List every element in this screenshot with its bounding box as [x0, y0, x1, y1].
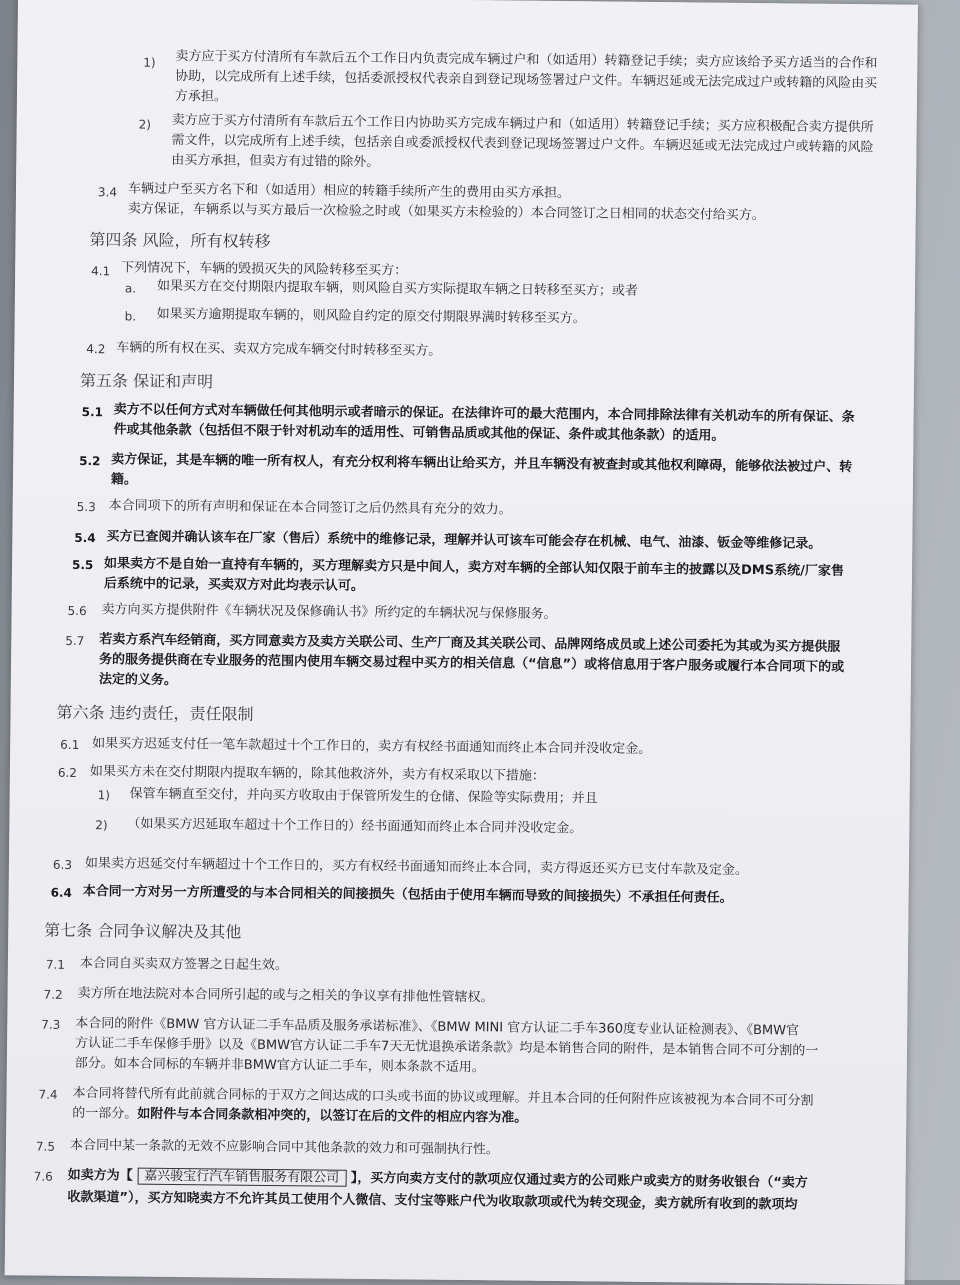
text-line: 卖方应于买方付清所有车款后五个工作日内负责完成车辆过户和（如适用）转籍登记手续；卖方应该给予买方适当的合作和: [175, 48, 878, 72]
clause-number: 5.3: [76, 499, 96, 515]
clause-number: 7.6: [33, 1169, 53, 1184]
text-line: 需文件，以完成所有上述手续，包括亲自或委派授权代表到登记现场签署过户文件。车辆迟延或无法完成过户或转籍的风险: [171, 132, 874, 156]
section-heading: 第七条 合同争议解决及其他: [44, 920, 242, 942]
text-line: 买方已查阅并确认该车在厂家（售后）系统中的维修记录，理解并认可该车可能会存在机械、电气、油漆、钣金等维修记录。: [106, 529, 822, 552]
item-number: 1): [143, 55, 156, 70]
clause-number: 6.3: [52, 857, 73, 872]
clause-number: 7.4: [38, 1087, 58, 1102]
text-line: 如果买方迟延支付任一笔车款超过十个工作日的，卖方有权经书面通知而终止本合同并没收定金。: [92, 736, 652, 757]
text-line: 下列情况下，车辆的毁损灭失的风险转移至买方：: [121, 260, 408, 279]
text-line: 本合同一方对另一方所遭受的与本合同相关的间接损失（包括由于使用车辆而导致的间接损失）不承担任何责任。: [82, 884, 733, 906]
text-line: 卖方所在地法院对本合同所引起的或与之相关的争议享有排他性管辖权。: [77, 985, 494, 1006]
text-line: 本合同中某一条款的无效不应影响合同中其他条款的效力和可强制执行性。: [69, 1137, 500, 1158]
item-number: 2): [138, 117, 152, 132]
text-line: 卖方保证，其是车辆的唯一所有权人，有充分权利将车辆出让给买方，并且车辆没有被查封或其他权利障碍，能够依法被过户、转: [111, 452, 853, 476]
clause-number: 7.5: [35, 1139, 56, 1154]
clause-number: 6.2: [57, 765, 78, 780]
text-line: （如果买方迟延取车超过十个工作日的）经书面通知而终止本合同并没收定金。: [127, 816, 583, 837]
clause-number: 7.2: [43, 987, 63, 1002]
text-fragment: 的一部分。: [72, 1105, 138, 1122]
text-line: 法定的义务。: [98, 672, 177, 688]
text-line: 籍。: [110, 472, 138, 488]
text-line: 方认证二手车保修手册》以及《BMW官方认证二手车7天无忧退换承诺条款》均是本销售合同的附件，是本销售合同不可分割的一: [74, 1035, 819, 1059]
text-line: [72, 1104, 527, 1129]
item-number: 2): [95, 818, 108, 833]
clause-number: 7.3: [41, 1017, 61, 1032]
clause-number: 5.2: [79, 453, 101, 469]
text-line: 协助，以完成所有上述手续，包括委派授权代表亲自到登记现场签署过户文件。车辆迟延或无法完成过户或转籍的风险由买: [175, 68, 878, 92]
text-line: 车辆的所有权在买、卖双方完成车辆交付时转移至买方。: [116, 340, 442, 359]
text-line: 本合同将替代所有此前就合同标的于双方之间达成的口头或书面的协议或理解。并且本合同的任何附件应该被视为本合同不可分割: [72, 1085, 814, 1109]
clause-number: 4.1: [91, 264, 111, 279]
text-line: 卖方保证，车辆系以与买方最后一次检验之时或（如果买方未检验的）本合同签订之日相同的状态交付给买方。: [127, 201, 765, 224]
clause-number: 7.1: [45, 957, 66, 972]
text-line: 卖方向买方提供附件《车辆状况及保修确认书》所约定的车辆状况与保修服务。: [101, 602, 557, 622]
clause-number: 5.7: [65, 633, 85, 649]
item-number: 1): [97, 788, 111, 803]
text-line: 方承担。: [174, 88, 228, 105]
text-line: 卖方应于买方付清所有车款后五个工作日内协助买方完成车辆过户和（如适用）转籍登记手续；买方应积极配合卖方提供所: [171, 112, 874, 136]
text-line: 务的服务提供商在专业服务的范围内使用车辆交易过程中买方的相关信息（“信息”）或将信息用于客户服务或履行本合同项下的或: [98, 652, 845, 675]
text-line: 本合同自买卖双方签署之日起生效。: [79, 955, 288, 974]
clause-number: 6.4: [50, 885, 72, 900]
section-heading: 第四条 风险，所有权转移: [89, 230, 271, 251]
text-line: 卖方不以任何方式对车辆做任何其他明示或者暗示的保证。在法律许可的最大范围内，本合同排除法律有关机动车的所有保证、条: [113, 402, 855, 426]
text-fragment: 如卖方为【: [67, 1167, 133, 1184]
list-label: a.: [124, 281, 137, 296]
text-line: 如果买方在交付期限内提取车辆，则风险自买方实际提取车辆之日转移至买方；或者: [156, 278, 639, 299]
text-line: 车辆过户至买方名下和（如适用）相应的转籍手续所产生的费用由买方承担。: [127, 181, 571, 202]
text-line: 本合同的附件《BMW 官方认证二手车品质及服务承诺标准》、《BMW MINI 官方认证二手车360度专业认证检测表》、《BMW官: [75, 1015, 800, 1039]
text-line: 如果卖方迟延交付车辆超过十个工作日的，买方有权经书面通知而终止本合同，卖方得返还买方已支付车款及定金。: [84, 856, 748, 878]
clause-number: 4.2: [86, 342, 106, 357]
section-heading: 第五条 保证和声明: [79, 370, 214, 392]
text-line: 如果买方未在交付期限内提取车辆的，除其他救济外，卖方有权采取以下措施：: [89, 764, 545, 784]
text-line: 保管车辆直至交付，并向买方收取由于保管所发生的仓储、保险等实际费用；并且: [129, 786, 598, 807]
clause-number: 6.1: [60, 737, 80, 752]
text-line: 由买方承担，但卖方有过错的除外。: [171, 152, 380, 171]
text-line: 如果买方逾期提取车辆的，则风险自约定的原交付期限界满时转移至买方。: [156, 306, 586, 327]
list-label: b.: [124, 309, 137, 324]
text-fragment-bold: 如附件与本合同条款相冲突的，以签订在后的文件的相应内容为准。: [137, 1106, 528, 1126]
text-line: 若卖方系汽车经销商，买方同意卖方及卖方关联公司、生产厂商及其关联公司、品牌网络成员或上述公司委托为其或为买方提供服: [99, 632, 841, 655]
clause-number: 5.1: [81, 404, 104, 420]
text-fragment: 】，买方向卖方支付的款项应仅通过卖方的公司账户或卖方的财务收银台（“卖方: [350, 1170, 808, 1191]
text-line: 部分。如本合同标的车辆并非BMW官方认证二手车，则本条款不适用。: [74, 1055, 485, 1076]
seller-company-name: 嘉兴骏宝行汽车销售服务有限公司: [137, 1168, 346, 1187]
text-line: 如果卖方不是自始一直持有车辆的，买方理解卖方只是中间人，卖方对车辆的全部认知仅限于前车主的披露以及DMS系统/厂家售: [103, 556, 844, 579]
contract-page: [5, 0, 918, 1285]
clause-number: 5.6: [67, 603, 87, 619]
section-heading: 第六条 违约责任，责任限制: [56, 702, 254, 724]
text-line: 后系统中的记录，买卖双方对此均表示认可。: [103, 576, 364, 594]
text-line: 件或其他条款（包括但不限于针对机动车的适用性、可销售品质或其他的保证、条件或其他条款）的适用。: [113, 422, 725, 444]
text-line: 收款渠道”），买方知晓卖方不允许其员工使用个人微信、支付宝等账户代为收取款项或代为转交现金，卖方就所有收到的款项均: [67, 1189, 798, 1213]
clause-number: 5.5: [71, 557, 94, 573]
clause-number: 3.4: [97, 185, 118, 200]
clause-number: 5.4: [74, 530, 96, 546]
text-line: 本合同项下的所有声明和保证在本合同签订之后仍然具有充分的效力。: [108, 498, 512, 518]
